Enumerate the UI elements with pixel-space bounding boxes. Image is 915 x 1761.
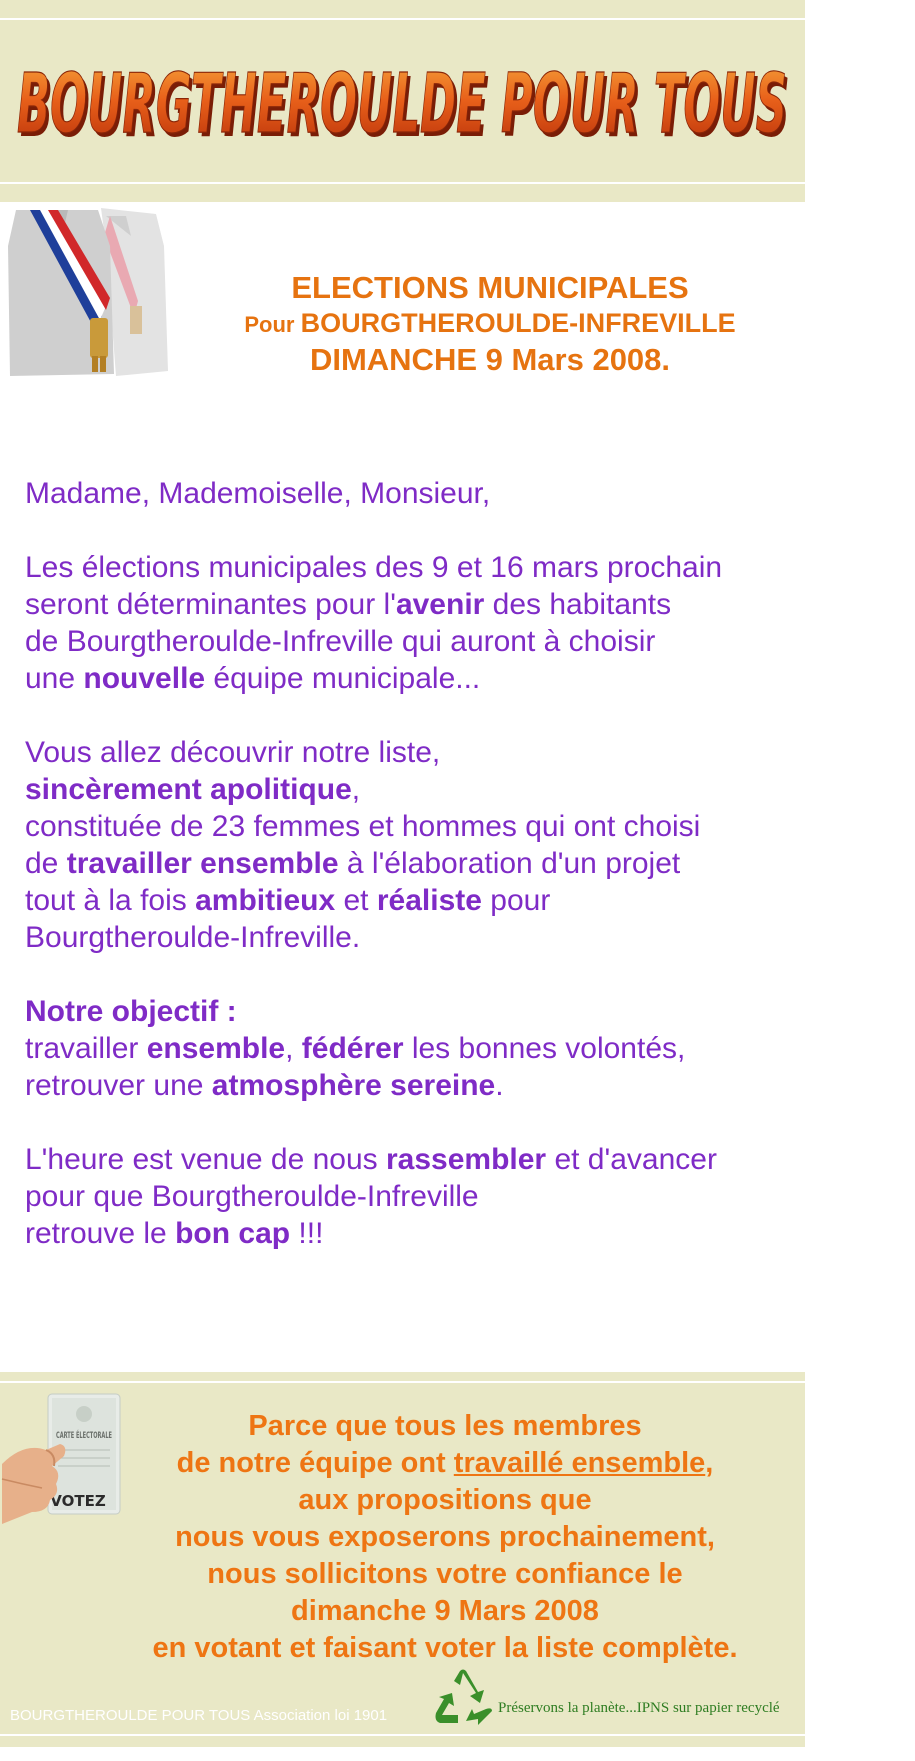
text: Bourgtheroulde-Infreville. xyxy=(25,921,361,954)
header-top-rule xyxy=(0,18,805,20)
greeting: Madame, Mademoiselle, Monsieur, xyxy=(25,477,491,510)
election-pour: Pour xyxy=(244,312,301,337)
header-bottom-rule xyxy=(0,182,805,184)
text: retrouver une xyxy=(25,1069,212,1102)
appeal-line: Parce que tous les membres xyxy=(248,1410,642,1442)
emphasis: avenir xyxy=(395,588,485,621)
text: pour xyxy=(481,884,551,917)
association-footer: BOURGTHEROULDE POUR TOUS Association loi 1901 xyxy=(10,1707,388,1724)
appeal-line xyxy=(95,1445,795,1482)
text: des habitants xyxy=(484,588,672,621)
text: L'heure est venue de nous xyxy=(25,1143,386,1176)
appeal-line: nous sollicitons votre confiance le xyxy=(207,1558,683,1590)
text: pour que Bourgtheroulde-Infreville xyxy=(25,1180,479,1213)
text: , xyxy=(351,773,361,806)
text: Les élections municipales des 9 et 16 mars prochain xyxy=(25,551,723,584)
mayor-sash-illustration xyxy=(6,206,176,378)
paragraph-2 xyxy=(25,734,805,956)
paragraph-3 xyxy=(25,993,805,1104)
recycle-icon xyxy=(432,1669,494,1729)
text: tout à la fois xyxy=(25,884,196,917)
footer-banner xyxy=(0,1372,805,1747)
election-commune-name: BOURGTHEROULDE-INFREVILLE xyxy=(300,308,736,338)
emphasis: atmosphère sereine xyxy=(211,1069,496,1102)
text: et xyxy=(335,884,377,917)
text: constituée de 23 femmes et hommes qui ont choisi xyxy=(25,810,701,843)
emphasis: ensemble xyxy=(146,1032,286,1065)
appeal-text xyxy=(95,1408,795,1667)
header-banner xyxy=(0,0,805,202)
text: et d'avancer xyxy=(546,1143,717,1176)
text: travailler xyxy=(25,1032,147,1065)
emphasis: bon cap xyxy=(175,1217,291,1250)
emphasis: nouvelle xyxy=(83,662,206,695)
emphasis: sincèrement apolitique xyxy=(25,773,352,806)
emphasis: travailler ensemble xyxy=(66,847,339,880)
election-heading xyxy=(200,270,780,378)
text: . xyxy=(495,1069,504,1102)
text: retrouve le xyxy=(25,1217,176,1250)
underlined-text: travaillé ensemble xyxy=(453,1447,706,1479)
eco-note: Préservons la planète...IPNS sur papier recyclé xyxy=(498,1700,780,1716)
card-title: CARTE ÉLECTORALE xyxy=(56,1431,156,1441)
text: , xyxy=(705,1447,714,1479)
text: , xyxy=(285,1032,302,1065)
emphasis: ambitieux xyxy=(195,884,336,917)
appeal-line: nous vous exposerons prochainement, xyxy=(175,1521,715,1553)
text: équipe municipale... xyxy=(205,662,481,695)
emphasis: fédérer xyxy=(301,1032,404,1065)
logo-shadow: BOURGTHEROULDE POUR TOUS xyxy=(20,61,791,156)
election-date: DIMANCHE 9 Mars 2008. xyxy=(309,342,671,377)
election-commune xyxy=(200,306,780,342)
appeal-line: aux propositions que xyxy=(298,1484,592,1516)
footer-top-rule xyxy=(0,1381,805,1383)
text: Vous allez découvrir notre liste, xyxy=(25,736,441,769)
text: de Bourgtheroulde-Infreville qui auront à choisir xyxy=(25,625,656,658)
paragraph-1 xyxy=(25,549,805,697)
text: une xyxy=(25,662,84,695)
card-vote-label: VOTEZ xyxy=(50,1492,106,1510)
footer-bottom-rule xyxy=(0,1734,805,1736)
paragraph-4 xyxy=(25,1141,805,1252)
appeal-line: en votant et faisant voter la liste complète. xyxy=(152,1632,738,1664)
text: de xyxy=(25,847,67,880)
logo xyxy=(0,30,805,170)
election-title: ELECTIONS MUNICIPALES xyxy=(291,270,689,305)
letter-body xyxy=(25,475,805,1289)
text: les bonnes volontés, xyxy=(403,1032,686,1065)
text: !!! xyxy=(290,1217,324,1250)
emphasis: réaliste xyxy=(376,884,482,917)
objective-heading: Notre objectif : xyxy=(25,995,237,1028)
text: à l'élaboration d'un projet xyxy=(338,847,681,880)
emphasis: rassembler xyxy=(386,1143,547,1176)
appeal-line: dimanche 9 Mars 2008 xyxy=(291,1595,599,1627)
text: seront déterminantes pour l' xyxy=(25,588,396,621)
logo-text: BOURGTHEROULDE POUR TOUS xyxy=(17,57,788,152)
text: de notre équipe ont xyxy=(176,1447,454,1479)
